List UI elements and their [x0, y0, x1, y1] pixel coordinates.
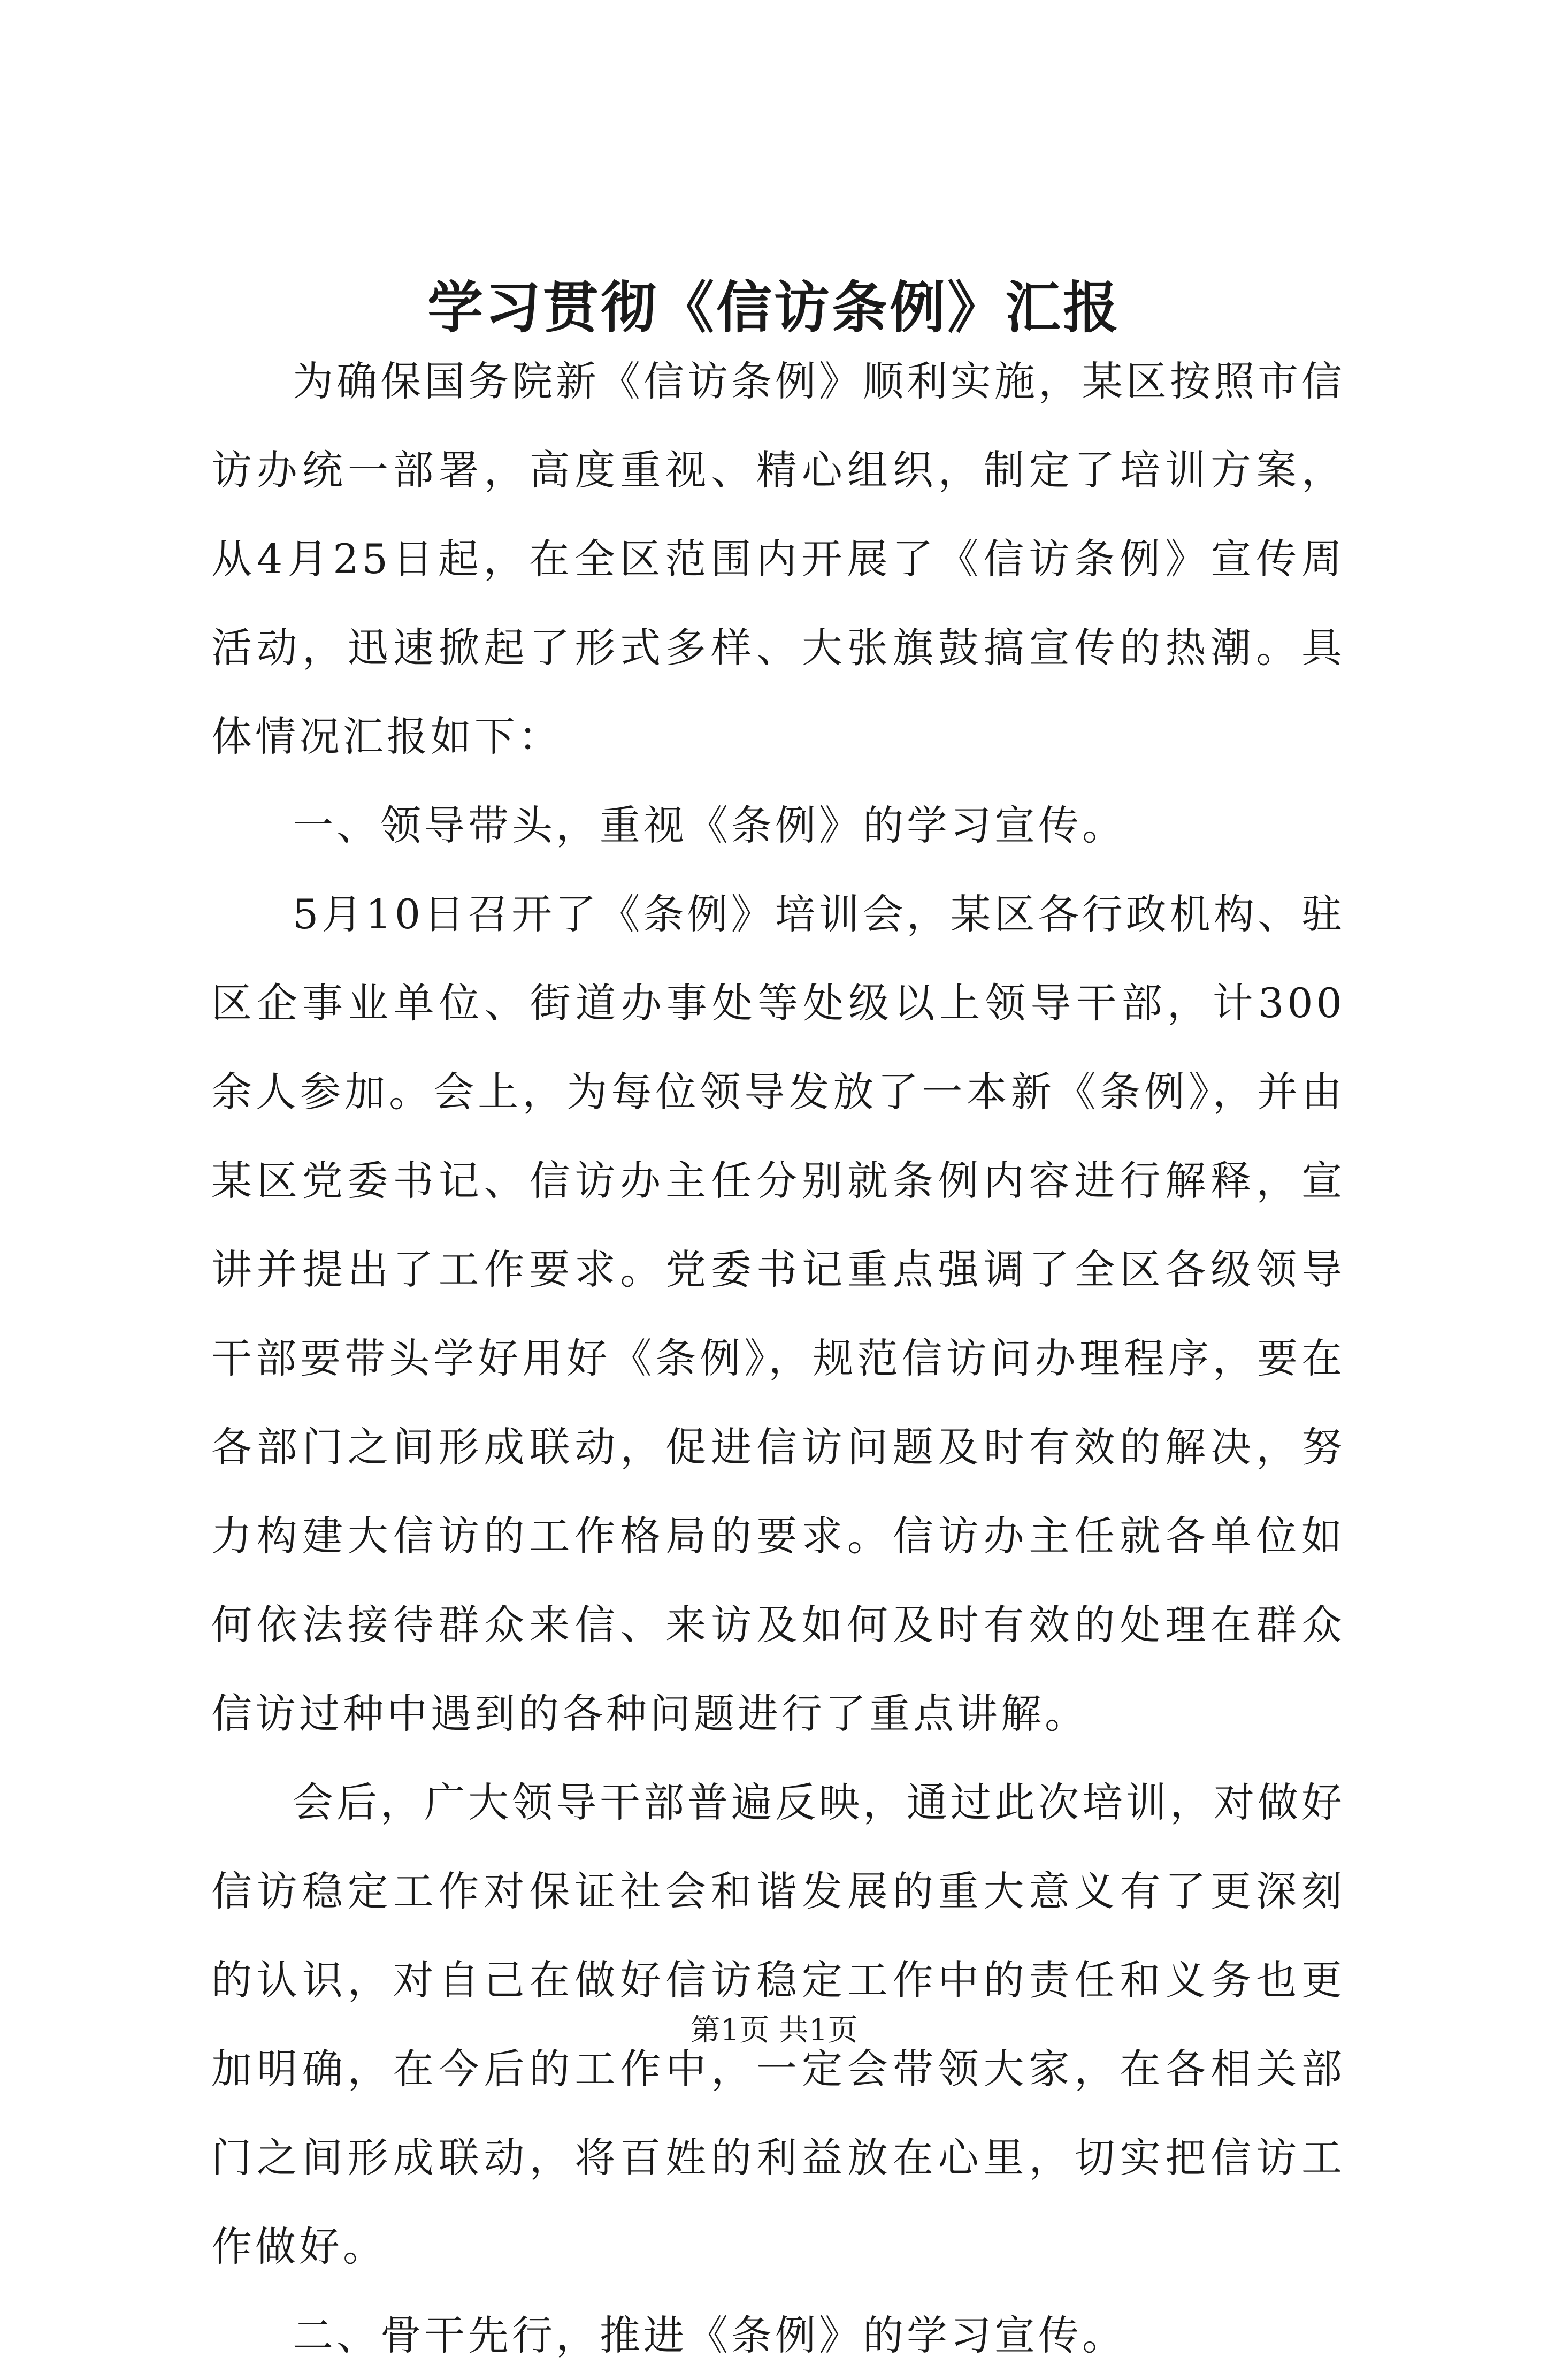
- document-body: [211, 337, 1345, 2380]
- section-heading-1: 一、领导带头，重视《条例》的学习宣传。: [293, 802, 1126, 849]
- paragraph-feedback: 会后，广大领导干部普遍反映，通过此次培训，对做好信访稳定工作对保证社会和谐发展的重大意义有了更深刻的认识，对自己在做好信访稳定工作中的责任和义务也更加明确，在今后的工作中，一定会带领大家，在各相关部门之间形成联动，将百姓的利益放在心里，切实把信访工作做好。: [211, 1779, 1345, 2270]
- paragraph-intro: 为确保国务院新《信访条例》顺利实施，某区按照市信访办统一部署，高度重视、精心组织，制定了培训方案，从4月25日起，在全区范围内开展了《信访条例》宣传周活动，迅速掀起了形式多样、大张旗鼓搞宣传的热潮。具体情况汇报如下：: [211, 357, 1345, 760]
- page-footer: 第1页 共1页: [690, 2013, 858, 2048]
- paragraph-training-meeting: 5月10日召开了《条例》培训会，某区各行政机构、驻区企事业单位、街道办事处等处级以上领导干部，计300余人参加。会上，为每位领导发放了一本新《条例》，并由某区党委书记、信访办主任分别就条例内容进行解释，宣讲并提出了工作要求。党委书记重点强调了全区各级领导干部要带头学好用好《条例》，规范信访问办理程序，要在各部门之间形成联动，促进信访问题及时有效的解决，努力构建大信访的工作格局的要求。信访办主任就各单位如何依法接待群众来信、来访及如何及时有效的处理在群众信访过种中遇到的各种问题进行了重点讲解。: [211, 890, 1345, 1737]
- section-heading-2: 二、骨干先行，推进《条例》的学习宣传。: [293, 2312, 1126, 2359]
- document-title: 学习贯彻《信访条例》汇报: [427, 274, 1121, 340]
